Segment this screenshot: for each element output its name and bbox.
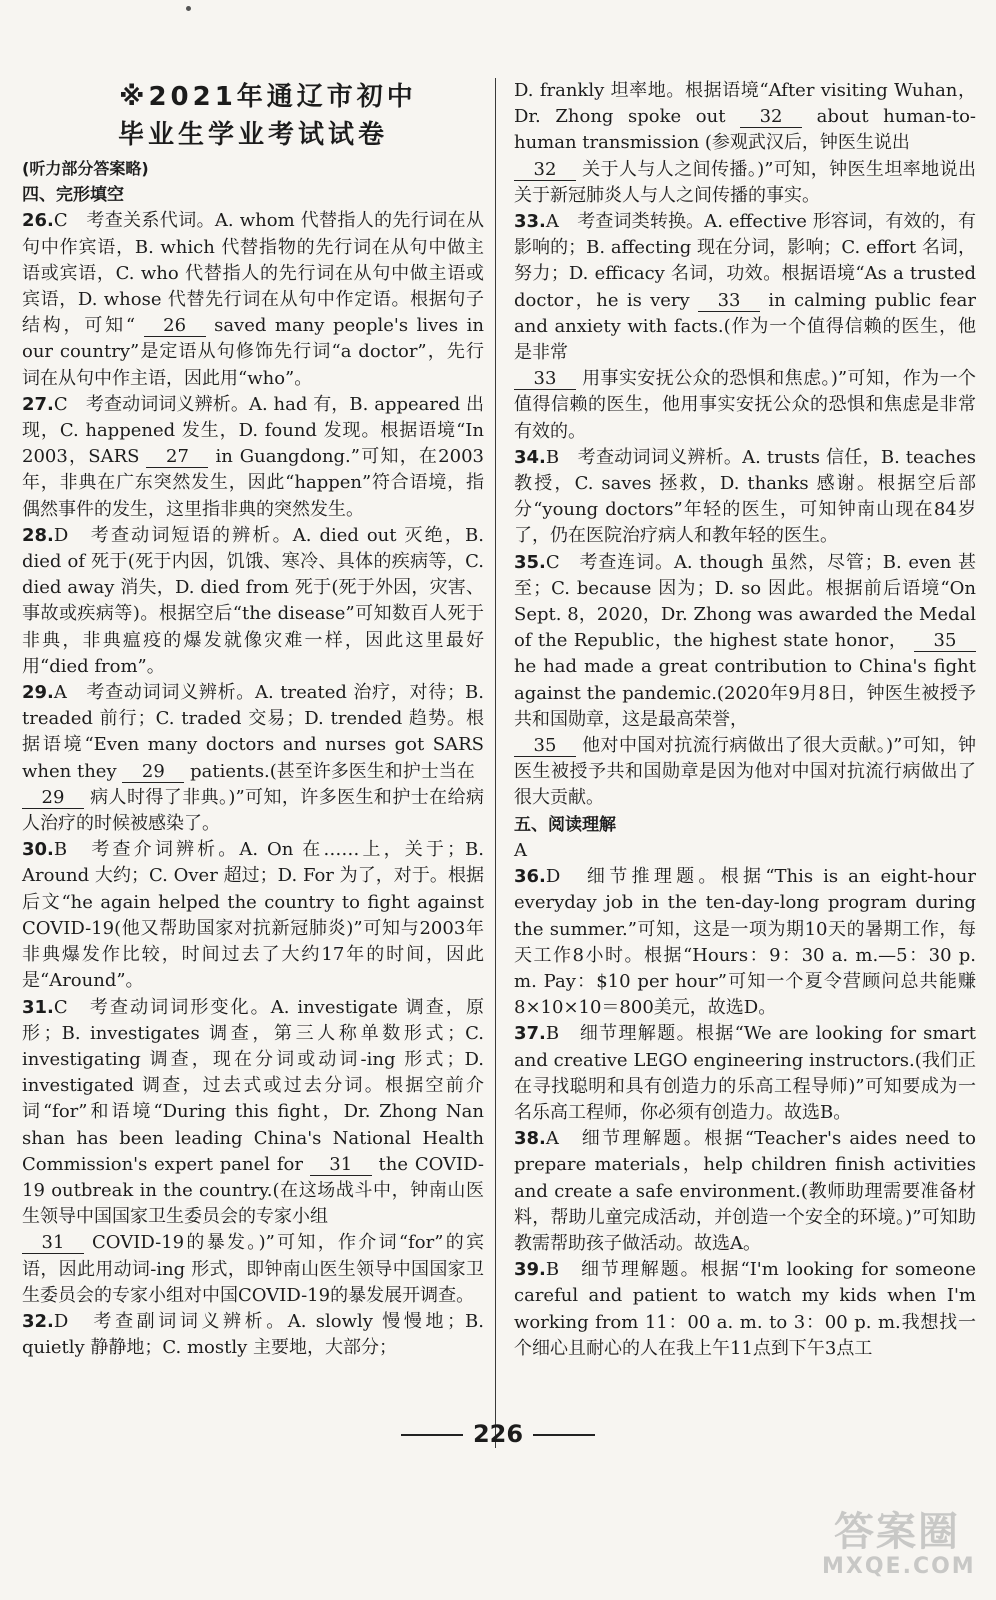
item-number: 39.	[514, 1259, 546, 1281]
answer-item	[514, 78, 976, 157]
blank-number: 29	[122, 762, 184, 783]
answer-item	[22, 785, 484, 837]
answer-item	[22, 680, 484, 785]
item-text-after: in calming public fear and anxiety with facts.(作为一个值得信赖的医生，他是非常	[514, 289, 976, 364]
item-text: C 考查连词。A. though 虽然，尽管；B. even 甚至；C. because 因为；D. so 因此。根据前后语境“On Sept. 8，2020，Dr. Zhong was awarded the Medal of the Republic，the highest state honor，	[514, 551, 976, 652]
blank-number: 32	[740, 107, 802, 128]
item-number: 35.	[514, 551, 546, 573]
item-text-after: 病人时得了非典。)”可知，许多医生和护士在给病人治疗的时候被感染了。	[22, 786, 484, 835]
footer-rule-left	[401, 1434, 463, 1436]
item-number: 30.	[22, 839, 54, 861]
answer-item	[22, 523, 484, 680]
right-answer-list	[514, 78, 976, 812]
right-column	[514, 78, 976, 1362]
blank-number: 31	[22, 1233, 84, 1254]
blank-number: 32	[514, 160, 576, 181]
left-column	[22, 78, 484, 1361]
section-reading: 五、阅读理解	[514, 814, 616, 835]
listening-note: (听力部分答案略)	[22, 159, 149, 178]
answer-item	[514, 733, 976, 812]
item-text: D 考查动词短语的辨析。A. died out 灭绝，B. died of 死于(死于内因，饥饿、寒冷、具体的疾病等，C. died away 消失，D. died from 死于(死于外因，灾害、事故或疾病等)。根据空后“the disease”可知数百人死于非典，非典瘟疫的爆发就像灾难一样，因此这里最好用“died from”。	[22, 524, 484, 677]
item-text: B 细节理解题。根据“I'm looking for someone careful and patient to watch my kids when I'm working from 11：00 a. m. to 3：00 p. m.我想找一个细心且耐心的人在我上午11点到下午3点工	[514, 1259, 976, 1359]
page-footer	[0, 1420, 996, 1448]
item-number: 34.	[514, 446, 546, 468]
item-text-after: 用事实安抚公众的恐惧和焦虑。)”可知，作为一个值得信赖的医生，他用事实安抚公众的恐惧和焦虑是非常有效的。	[514, 368, 976, 442]
item-number: 33.	[514, 211, 546, 233]
item-number: 32.	[22, 1310, 54, 1332]
item-number: 37.	[514, 1023, 546, 1045]
answer-item	[514, 157, 976, 209]
blank-number: 35	[514, 736, 576, 757]
item-text-after: COVID-19的暴发。)”可知，作介词“for”的宾语，因此用动词-ing 形式，即钟南山医生领导中国国家卫生委员会的专家小组对中国COVID-19的暴发展开调查。	[22, 1232, 484, 1306]
item-number: 31.	[22, 996, 54, 1018]
item-text: A 细节理解题。根据“Teacher's aides need to prepare materials，help children finish activities and create a safe environment.(教师助理需要准备材料，帮助儿童完成活动，并创造一个安全的环境。)”可知助教需帮助孩子做活动。故选A。	[514, 1128, 976, 1254]
section-cloze: 四、完形填空	[22, 185, 124, 206]
item-text: B 考查动词词义辨析。A. trusts 信任，B. teaches 教授，C. saves 拯救，D. thanks 感谢。根据空后部分“young doctors”年轻的医生，可知钟南山现在84岁了，仍在医院治疗病人和教年轻的医生。	[514, 446, 976, 547]
footer-rule-right	[533, 1434, 595, 1436]
answer-item	[514, 445, 976, 550]
blank-number: 26	[144, 316, 206, 337]
item-text: D. frankly 坦率地。根据语境“After visiting Wuhan，Dr. Zhong spoke out	[514, 80, 976, 128]
blank-number: 27	[146, 447, 208, 468]
item-number: 26.	[22, 210, 54, 232]
item-text: B 细节理解题。根据“We are looking for smart and creative LEGO engineering instructors.(我们正在寻找聪明和具有创造力的乐高工程导师)”可知要成为一名乐高工程师，你必须有创造力。故选B。	[514, 1023, 976, 1123]
answer-item	[514, 209, 976, 366]
item-text: B 考查介词辨析。A. On 在……上，关于；B. Around 大约；C. Over 超过；D. For 为了，对于。根据后文“he again helped the country to fight against COVID-19(他又帮助国家对抗新冠肺炎)”可知与2003年非典爆发作比较，时间过去了大约17年的时间，因此是“Around”。	[22, 839, 484, 992]
column-divider	[495, 78, 496, 1448]
exam-title-line1: ※2021年通辽市初中	[119, 82, 417, 112]
item-text: D 考查副词词义辨析。A. slowly 慢慢地；B. quietly 静静地；C. mostly 主要地，大部分；	[22, 1310, 484, 1359]
answer-item	[22, 995, 484, 1231]
watermark-logo	[822, 1509, 976, 1580]
watermark-bottom: MXQE.COM	[822, 1554, 976, 1579]
reading-answer-list	[514, 864, 976, 1362]
item-text-after: 关于人与人之间传播。)”可知，钟医生坦率地说出关于新冠肺炎人与人之间传播的事实。	[514, 158, 976, 206]
page-number: 226	[472, 1420, 524, 1448]
item-number: 36.	[514, 866, 546, 888]
item-text-after: 他对中国对抗流行病做出了很大贡献。)”可知，钟医生被授予共和国勋章是因为他对中国对抗流行病做出了很大贡献。	[514, 735, 976, 809]
blank-number: 29	[22, 788, 84, 809]
answer-item	[514, 1257, 976, 1362]
exam-title-line2: 毕业生学业考试试卷	[117, 120, 388, 150]
answer-item	[22, 392, 484, 523]
answer-item	[514, 550, 976, 733]
blank-number: 35	[914, 631, 976, 652]
item-text-after: about human-to-human transmission (参观武汉后，钟医生说出	[514, 106, 976, 154]
answer-item	[514, 1126, 976, 1257]
item-text: A 考查词类转换。A. effective 形容词，有效的，有影响的；B. affecting 现在分词，影响；C. effort 名词，努力；D. efficacy 名词，功效。根据语境“As a trusted doctor，he is very	[514, 211, 976, 311]
blank-number: 33	[698, 291, 760, 312]
watermark-top: 答案圈	[834, 1509, 960, 1555]
answer-item	[22, 208, 484, 391]
item-text-after: he had made a great contribution to China's fight against the pandemic.(2020年9月8日，钟医生被授予共和国勋章，这是最高荣誉，	[514, 656, 976, 730]
item-text: D 细节推理题。根据“This is an eight-hour everyday job in the ten-day-long program during the summer.”可知，这是一项为期10天的暑期工作，每天工作8小时。根据“Hours：9：30 a. m.—5：30 p. m. Pay：$10 per hour”可知一个夏令营顾问总共能赚8×10×10＝800美元，故选D。	[514, 866, 976, 1019]
item-text: C 考查动词词形变化。A. investigate 调查，原形；B. investigates 调查，第三人称单数形式；C. investigating 调查，现在分词或动词-ing 形式；D. investigated 调查，过去式或过去分词。根据空前介词“for”和语境“During this fight，Dr. Zhong Nan shan has been leading China's National Health Commission's expert panel for	[22, 996, 484, 1175]
blank-number: 33	[514, 369, 576, 390]
left-answer-list	[22, 208, 484, 1361]
answer-item	[514, 864, 976, 1021]
item-text: C 考查关系代词。A. whom 代替指人的先行词在从句中作宾语，B. which 代替指物的先行词在从句中做主语或宾语，C. who 代替指人的先行词在从句中做主语或宾语，D. whose 代替先行词在从句中作定语。根据句子结构，可知“	[22, 210, 484, 337]
answer-item	[22, 1230, 484, 1309]
reading-part-a: A	[514, 839, 527, 861]
item-text: A 考查动词词义辨析。A. treated 治疗，对待；B. treaded 前行；C. traded 交易；D. trended 趋势。根据语境“Even many doctors and nurses got SARS when they	[22, 682, 484, 782]
blank-number: 31	[310, 1155, 372, 1176]
answer-item	[22, 837, 484, 994]
item-number: 28.	[22, 524, 54, 546]
item-number: 29.	[22, 682, 54, 704]
item-text-after: in Guangdong.”可知，在2003年，非典在广东突然发生，因此“happen”符合语境，指偶然事件的发生，这里指非典的突然发生。	[22, 446, 484, 520]
item-number: 27.	[22, 393, 54, 415]
item-text: C 考查动词词义辨析。A. had 有，B. appeared 出现，C. happened 发生，D. found 发现。根据语境“In 2003，SARS	[22, 393, 484, 468]
scan-dot	[186, 6, 191, 11]
answer-item	[514, 366, 976, 445]
answer-item	[22, 1309, 484, 1361]
item-text-after: the COVID-19 outbreak in the country.(在这场战斗中，钟南山医生领导中国国家卫生委员会的专家小组	[22, 1153, 484, 1228]
item-number: 38.	[514, 1128, 546, 1150]
item-text-after: patients.(甚至许多医生和护士当在	[190, 760, 475, 782]
answer-item	[514, 1021, 976, 1126]
item-text-after: saved many people's lives in our country”是定语从句修饰先行词“a doctor”，先行词在从句中作主语，因此用“who”。	[22, 315, 484, 389]
